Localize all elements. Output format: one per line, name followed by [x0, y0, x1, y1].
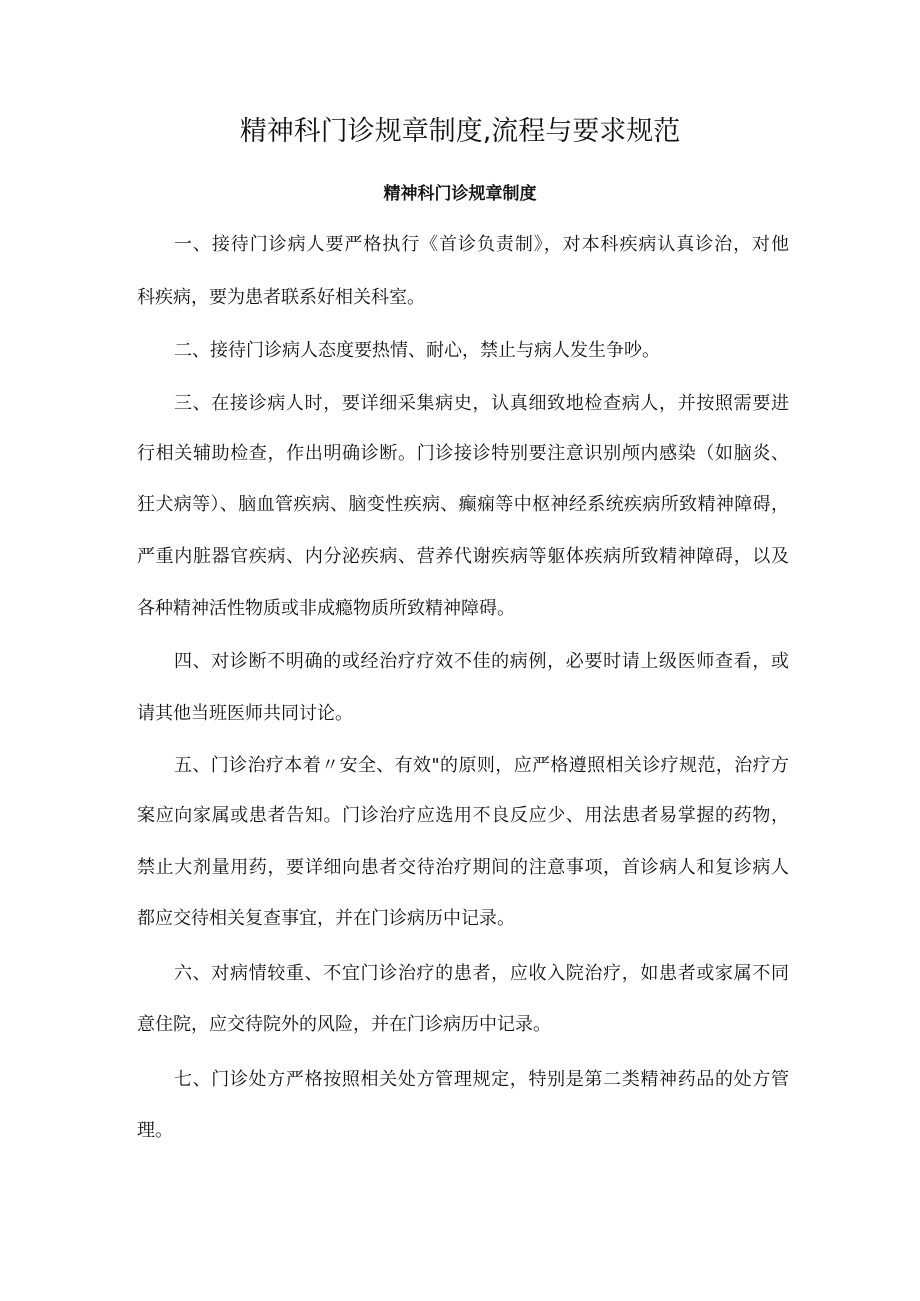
text-line: 案应向家属或患者告知。门诊治疗应选用不良反应少、用法患者易掌握的药物，: [137, 805, 789, 826]
text-line: 七、门诊处方严格按照相关处方管理规定，特别是第二类精神药品的处方管: [174, 1069, 789, 1090]
text-line: 都应交待相关复查事宜，并在门诊病历中记录。: [137, 908, 515, 929]
text-line: 意住院，应交待院外的风险，并在门诊病历中记录。: [137, 1014, 551, 1035]
text-line: 二、接待门诊病人态度要热情、耐心，禁止与病人发生争吵。: [174, 340, 660, 361]
text-line: 四、对诊断不明确的或经治疗疗效不佳的病例，必要时请上级医师查看，或: [174, 651, 789, 672]
section-title: 精神科门诊规章制度: [383, 184, 537, 204]
text-line: 理。: [137, 1120, 173, 1141]
text-line: 禁止大剂量用药，要详细向患者交待治疗期间的注意事项，首诊病人和复诊病人: [137, 857, 789, 878]
text-line: 科疾病，要为患者联系好相关科室。: [137, 287, 425, 308]
text-line: 行相关辅助检查，作出明确诊断。门诊接诊特别要注意识别颅内感染（如脑炎、: [137, 443, 789, 464]
text-line: 严重内脏器官疾病、内分泌疾病、营养代谢疾病等躯体疾病所致精神障碍，以及: [137, 546, 789, 567]
text-line: 六、对病情较重、不宜门诊治疗的患者，应收入院治疗，如患者或家属不同: [174, 963, 789, 984]
document-title: 精神科门诊规章制度,流程与要求规范: [239, 116, 681, 147]
text-line: 各种精神活性物质或非成瘾物质所致精神障碍。: [137, 598, 515, 619]
text-line: 请其他当班医师共同讨论。: [137, 703, 353, 724]
text-line: 三、在接诊病人时，要详细采集病史，认真细致地检查病人，并按照需要进: [174, 393, 789, 414]
text-line: 狂犬病等）、脑血管疾病、脑变性疾病、癫痫等中枢神经系统疾病所致精神障碍，: [137, 494, 789, 515]
text-line: 五、门诊治疗本着〃安全、有效"的原则，应严格遵照相关诊疗规范，治疗方: [174, 755, 789, 776]
text-line: 一、接待门诊病人要严格执行《首诊负责制》，对本科疾病认真诊治，对他: [174, 234, 789, 255]
